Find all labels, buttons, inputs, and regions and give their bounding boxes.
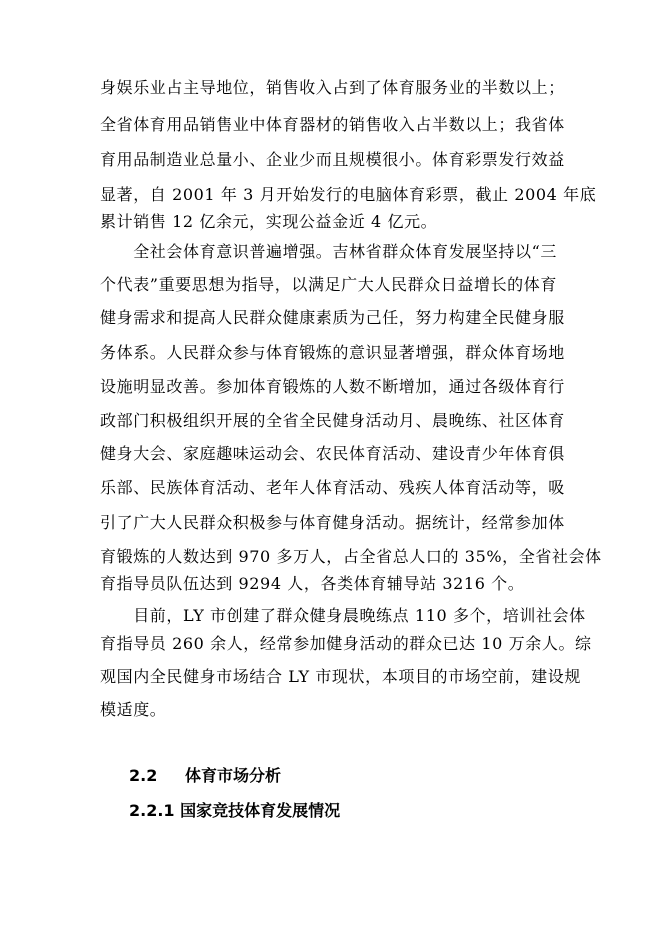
text-line: 全社会体育意识普遍增强。吉林省群众体育发展坚持以“三 [100, 242, 557, 261]
text-line: 身娱乐业占主导地位，销售收入占到了体育服务业的半数以上； [100, 78, 565, 97]
subsection-heading [129, 801, 340, 821]
text-line: 累计销售 12 亿余元，实现公益金近 4 亿元。 [100, 212, 438, 231]
text-line: 健身大会、家庭趣味运动会、农民体育活动、建设青少年体育俱 [100, 444, 565, 463]
text-line: 观国内全民健身市场结合 LY 市现状，本项目的市场空前，建设规 [100, 667, 581, 686]
text-line: 引了广大人民群众积极参与体育健身活动。据统计，经常参加体 [100, 513, 565, 532]
text-line: 务体系。人民群众参与体育锻炼的意识显著增强，群众体育场地 [100, 343, 565, 362]
text-line: 育用品制造业总量小、企业少而且规模很小。体育彩票发行效益 [100, 150, 565, 169]
text-line: 模适度。 [100, 700, 167, 719]
text-line: 目前，LY 市创建了群众健身晨晚练点 110 多个，培训社会体 [100, 606, 586, 625]
text-line: 育指导员队伍达到 9294 人，各类体育辅导站 3216 个。 [100, 574, 525, 593]
subsection-title: 国家竞技体育发展情况 [180, 801, 341, 820]
text-line: 政部门积极组织开展的全省全民健身活动月、晨晚练、社区体育 [100, 411, 565, 430]
section-heading [129, 766, 281, 786]
subsection-number: 2.2.1 [129, 801, 175, 820]
text-line: 个代表”重要思想为指导，以满足广大人民群众日益增长的体育 [100, 275, 557, 294]
text-line: 育指导员 260 余人，经常参加健身活动的群众已达 10 万余人。综 [100, 634, 592, 653]
text-line: 育锻炼的人数达到 970 多万人，占全省总人口的 35%，全省社会体 [100, 547, 602, 566]
text-line: 乐部、民族体育活动、老年人体育活动、残疾人体育活动等，吸 [100, 478, 565, 497]
section-number: 2.2 [129, 766, 158, 785]
text-line: 健身需求和提高人民群众健康素质为己任，努力构建全民健身服 [100, 308, 565, 327]
text-line: 设施明显改善。参加体育锻炼的人数不断增加，通过各级体育行 [100, 377, 565, 396]
text-line: 显著，自 2001 年 3 月开始发行的电脑体育彩票，截止 2004 年底 [100, 185, 597, 204]
text-line: 全省体育用品销售业中体育器材的销售收入占半数以上；我省体 [100, 115, 565, 134]
section-title: 体育市场分析 [185, 766, 282, 785]
